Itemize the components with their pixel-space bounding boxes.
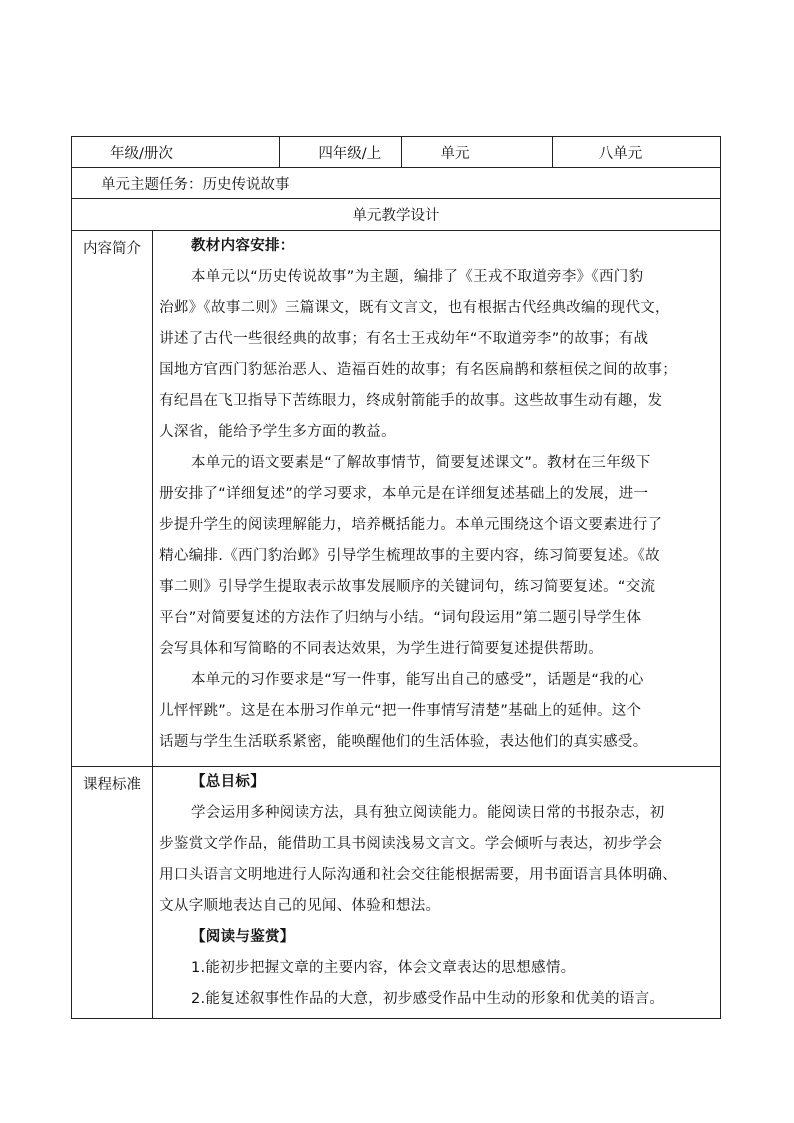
grade-value: 四年级/上: [280, 137, 402, 168]
intro-line: 有纪昌在飞卫指导下苦练眼力，终成射箭能手的故事。这些故事生动有趣，发: [159, 393, 663, 409]
intro-line: 册安排了“详细复述”的学习要求，本单元是在详细复述基础上的发展，进一: [159, 486, 649, 502]
intro-line: 会写具体和写简略的不同表达效果，为学生进行简要复述提供帮助。: [159, 641, 604, 657]
reading-item: 1.能初步把握文章的主要内容，体会文章表达的思想感情。: [191, 960, 576, 976]
unit-value: 八单元: [552, 137, 720, 168]
intro-line: 人深省，能给予学生多方面的教益。: [159, 424, 396, 440]
intro-content: [153, 231, 721, 767]
goal-line: 学会运用多种阅读方法，具有独立阅读能力。能阅读日常的书报杂志，初: [191, 805, 665, 821]
intro-line: 国地方官西门豹惩治恶人、造福百姓的故事；有名医扁鹊和蔡桓侯之间的故事；: [159, 362, 678, 378]
intro-label: 内容简介: [72, 231, 153, 767]
header-row: [72, 137, 721, 168]
unit-plan-table: [71, 136, 721, 1019]
intro-line: 本单元的习作要求是“写一件事，能写出自己的感受”，话题是“我的心: [191, 672, 644, 688]
intro-heading: 教材内容安排：: [191, 238, 295, 254]
goal-heading: 【总目标】: [191, 774, 265, 790]
intro-line: 本单元以“历史传说故事”为主题，编排了《王戎不取道旁李》《西门豹: [191, 269, 644, 285]
unit-label: 单元: [402, 137, 552, 168]
standards-row: [72, 767, 721, 1019]
goal-line: 文从字顺地表达自己的见闻、体验和想法。: [159, 898, 441, 914]
intro-line: 儿怦怦跳”。这是在本册习作单元“把一件事情写清楚”基础上的延伸。这个: [159, 703, 642, 719]
intro-line: 平台”对简要复述的方法作了归纳与小结。“词句段运用”第二题引导学生体: [159, 610, 642, 626]
intro-row: [72, 231, 721, 767]
design-title: 单元教学设计: [72, 199, 721, 231]
goal-line: 用口头语言文明地进行人际沟通和社会交往能根据需要，用书面语言具体明确、: [159, 867, 678, 883]
intro-line: 讲述了古代一些很经典的故事；有名士王戎幼年“不取道旁李”的故事；有战: [159, 331, 649, 347]
intro-line: 步提升学生的阅读理解能力，培养概括能力。本单元围绕这个语文要素进行了: [159, 517, 663, 533]
intro-line: 精心编排.《西门豹治邺》引导学生梳理故事的主要内容，练习简要复述。《故: [159, 548, 660, 564]
goal-line: 步鉴赏文学作品，能借助工具书阅读浅易文言文。学会倾听与表达，初步学会: [159, 836, 663, 852]
intro-line: 话题与学生生活联系紧密，能唤醒他们的生活体验，表达他们的真实感受。: [159, 734, 648, 750]
theme-cell: 单元主题任务：历史传说故事: [72, 168, 721, 199]
reading-item: 2.能复述叙事性作品的大意，初步感受作品中生动的形象和优美的语言。: [191, 991, 665, 1007]
standards-label: 课程标准: [72, 767, 153, 1019]
theme-row: [72, 168, 721, 199]
reading-heading: 【阅读与鉴赏】: [191, 929, 295, 945]
standards-content: [153, 767, 721, 1019]
intro-line: 本单元的语文要素是“了解故事情节，简要复述课文”。教材在三年级下: [191, 455, 651, 471]
design-row: [72, 199, 721, 231]
intro-line: 事二则》引导学生提取表示故事发展顺序的关键词句，练习简要复述。“交流: [159, 579, 656, 595]
grade-label: 年级/册次: [72, 137, 280, 168]
intro-line: 治邺》《故事二则》三篇课文，既有文言文，也有根据古代经典改编的现代文，: [159, 300, 670, 316]
